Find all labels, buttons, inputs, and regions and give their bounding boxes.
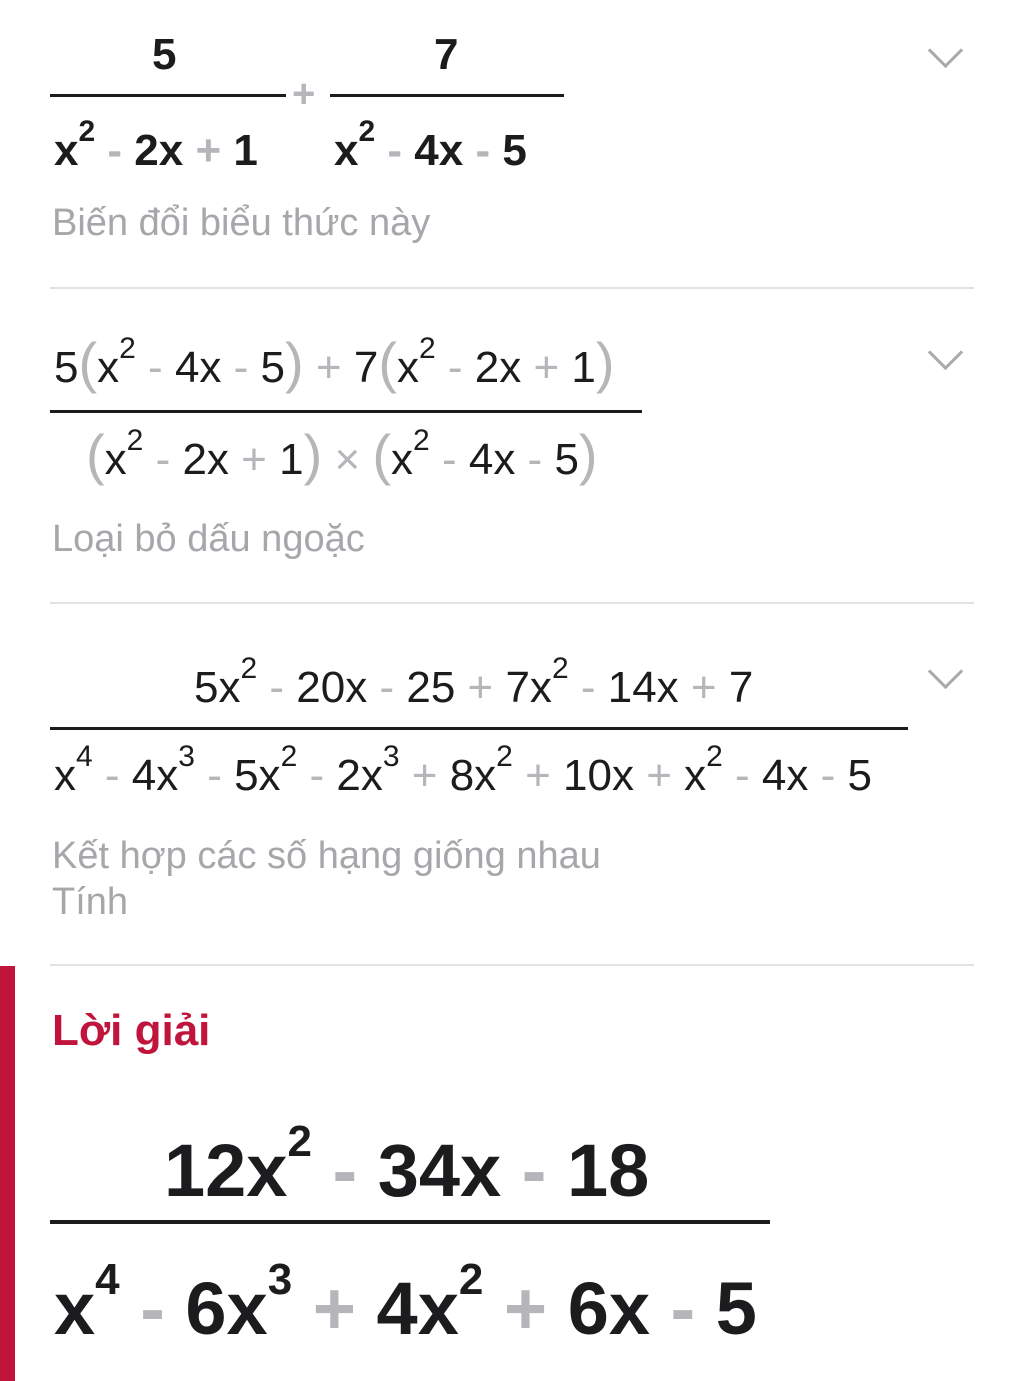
denominator: $(x^2 - 2x + 1) \times (x^2 - 4x - 5)$	[86, 423, 598, 486]
divider	[50, 602, 974, 604]
denominator: $x^4 - 6x^3 + 4x^2 + 6x - 5$	[54, 1255, 757, 1350]
denominator: $x^2 - 2x + 1$	[54, 115, 258, 175]
denominator: $x^2 - 4x - 5$	[334, 115, 527, 175]
numerator: 7	[434, 30, 459, 79]
numerator: 5	[152, 30, 177, 79]
solution-title: Lời giải	[52, 1006, 211, 1055]
step-description-line-2: Tính	[52, 881, 129, 923]
numerator: $5x^2 - 20x - 25 + 7x^2 - 14x + 7$	[194, 652, 754, 712]
step-description: Loại bỏ dấu ngoặc	[52, 518, 365, 560]
chevron-down-icon[interactable]	[928, 33, 963, 68]
fraction-bar	[50, 410, 642, 413]
fraction-bar	[330, 94, 564, 97]
fraction-bar	[50, 727, 908, 730]
solution-accent-bar	[0, 966, 15, 1381]
chevron-down-icon[interactable]	[928, 654, 963, 689]
denominator: $x^4 - 4x^3 - 5x^2 - 2x^3 + 8x^2 + 10x + x^2 - 4x - 5$	[54, 740, 872, 800]
plus-sign: +	[292, 72, 316, 116]
numerator: $12x^2 - 34x - 18$	[164, 1117, 650, 1212]
step-1[interactable]	[0, 0, 1024, 290]
step-description-line-1: Kết hợp các số hạng giống nhau	[52, 835, 601, 877]
step-3[interactable]	[0, 605, 1024, 967]
numerator: $5(x^2 - 4x - 5) + 7(x^2 - 2x + 1)$	[54, 331, 615, 394]
divider	[50, 287, 974, 289]
divider	[50, 964, 974, 966]
step-2[interactable]	[0, 290, 1024, 605]
step-description: Biến đổi biểu thức này	[52, 202, 431, 244]
fraction-bar	[50, 1220, 770, 1224]
chevron-down-icon[interactable]	[928, 335, 963, 370]
fraction-bar	[50, 94, 286, 97]
